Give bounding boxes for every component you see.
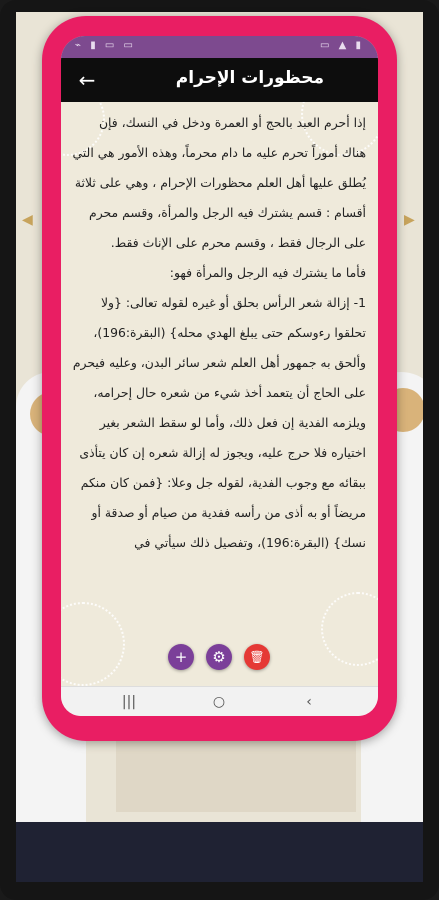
- phone-screen: [61, 36, 378, 716]
- add-button[interactable]: +: [168, 644, 194, 670]
- right-scroll-arrow-icon[interactable]: ▶: [404, 212, 415, 228]
- article-paragraph: إذا أحرم العبد بالحج أو العمرة ودخل في النسك، فإن هناك أموراً تحرم عليه ما دام محرماً، وهذه الأمور هي التي يُطلق عليها أهل العلم محظورات الإحرام ، وهي على ثلاثة أقسام : قسم يشترك فيه الرجل والمرأة، وقسم محرم على الرجال فقط ، وقسم محرم على الإناث فقط.: [72, 115, 366, 250]
- page-title: محظورات الإحرام: [175, 68, 324, 88]
- nav-back-button[interactable]: ‹: [306, 694, 312, 710]
- home-button[interactable]: ○: [212, 694, 226, 710]
- left-scroll-arrow-icon[interactable]: ◀: [22, 212, 33, 228]
- back-button[interactable]: [71, 64, 103, 96]
- article-paragraph: 1- إزالة شعر الرأس بحلق أو غيره لقوله تعالى: {ولا تحلقوا رءوسكم حتى يبلغ الهدي محله} (البقرة:196)، وألحق به جمهور أهل العلم شعر سائر البدن، وعليه فيحرم على الحاج أن يتعمد أخذ شيء من شعره حال إحرامه، ويلزمه الفدية إن فعل ذلك، وأما لو سقط الشعر بغير اختياره فلا حرج عليه، ويجوز له إزالة شعره إن كان يتأذى ببقائه مع وجوب الفدية، لقوله جل وعلا: {فمن كان منكم مريضاً أو به أذى من رأسه ففدية من صيام أو صدقة أو نسك} (البقرة:196)، وتفصيل ذلك سيأتي في: [72, 295, 366, 550]
- phone-frame: [42, 16, 397, 741]
- status-icons-right: ▭ ▲ ▮: [320, 40, 364, 51]
- article-content[interactable]: [61, 102, 378, 686]
- system-nav-bar: [61, 686, 378, 716]
- ornament-decoration: [61, 602, 125, 686]
- article-text: [61, 102, 378, 558]
- app-bar: [61, 58, 378, 102]
- status-bar: [61, 36, 378, 58]
- status-icons-left: ⌁ ▮ ▭ ▭: [75, 40, 136, 51]
- ornament-decoration: [321, 592, 378, 666]
- delete-button[interactable]: 🗑: [244, 644, 270, 670]
- recents-button[interactable]: |||: [121, 694, 137, 710]
- bottom-dark-band: [16, 822, 423, 882]
- arrow-back-icon: ←: [78, 68, 96, 92]
- settings-button[interactable]: ⚙: [206, 644, 232, 670]
- article-paragraph: فأما ما يشترك فيه الرجل والمرأة فهو:: [169, 265, 366, 280]
